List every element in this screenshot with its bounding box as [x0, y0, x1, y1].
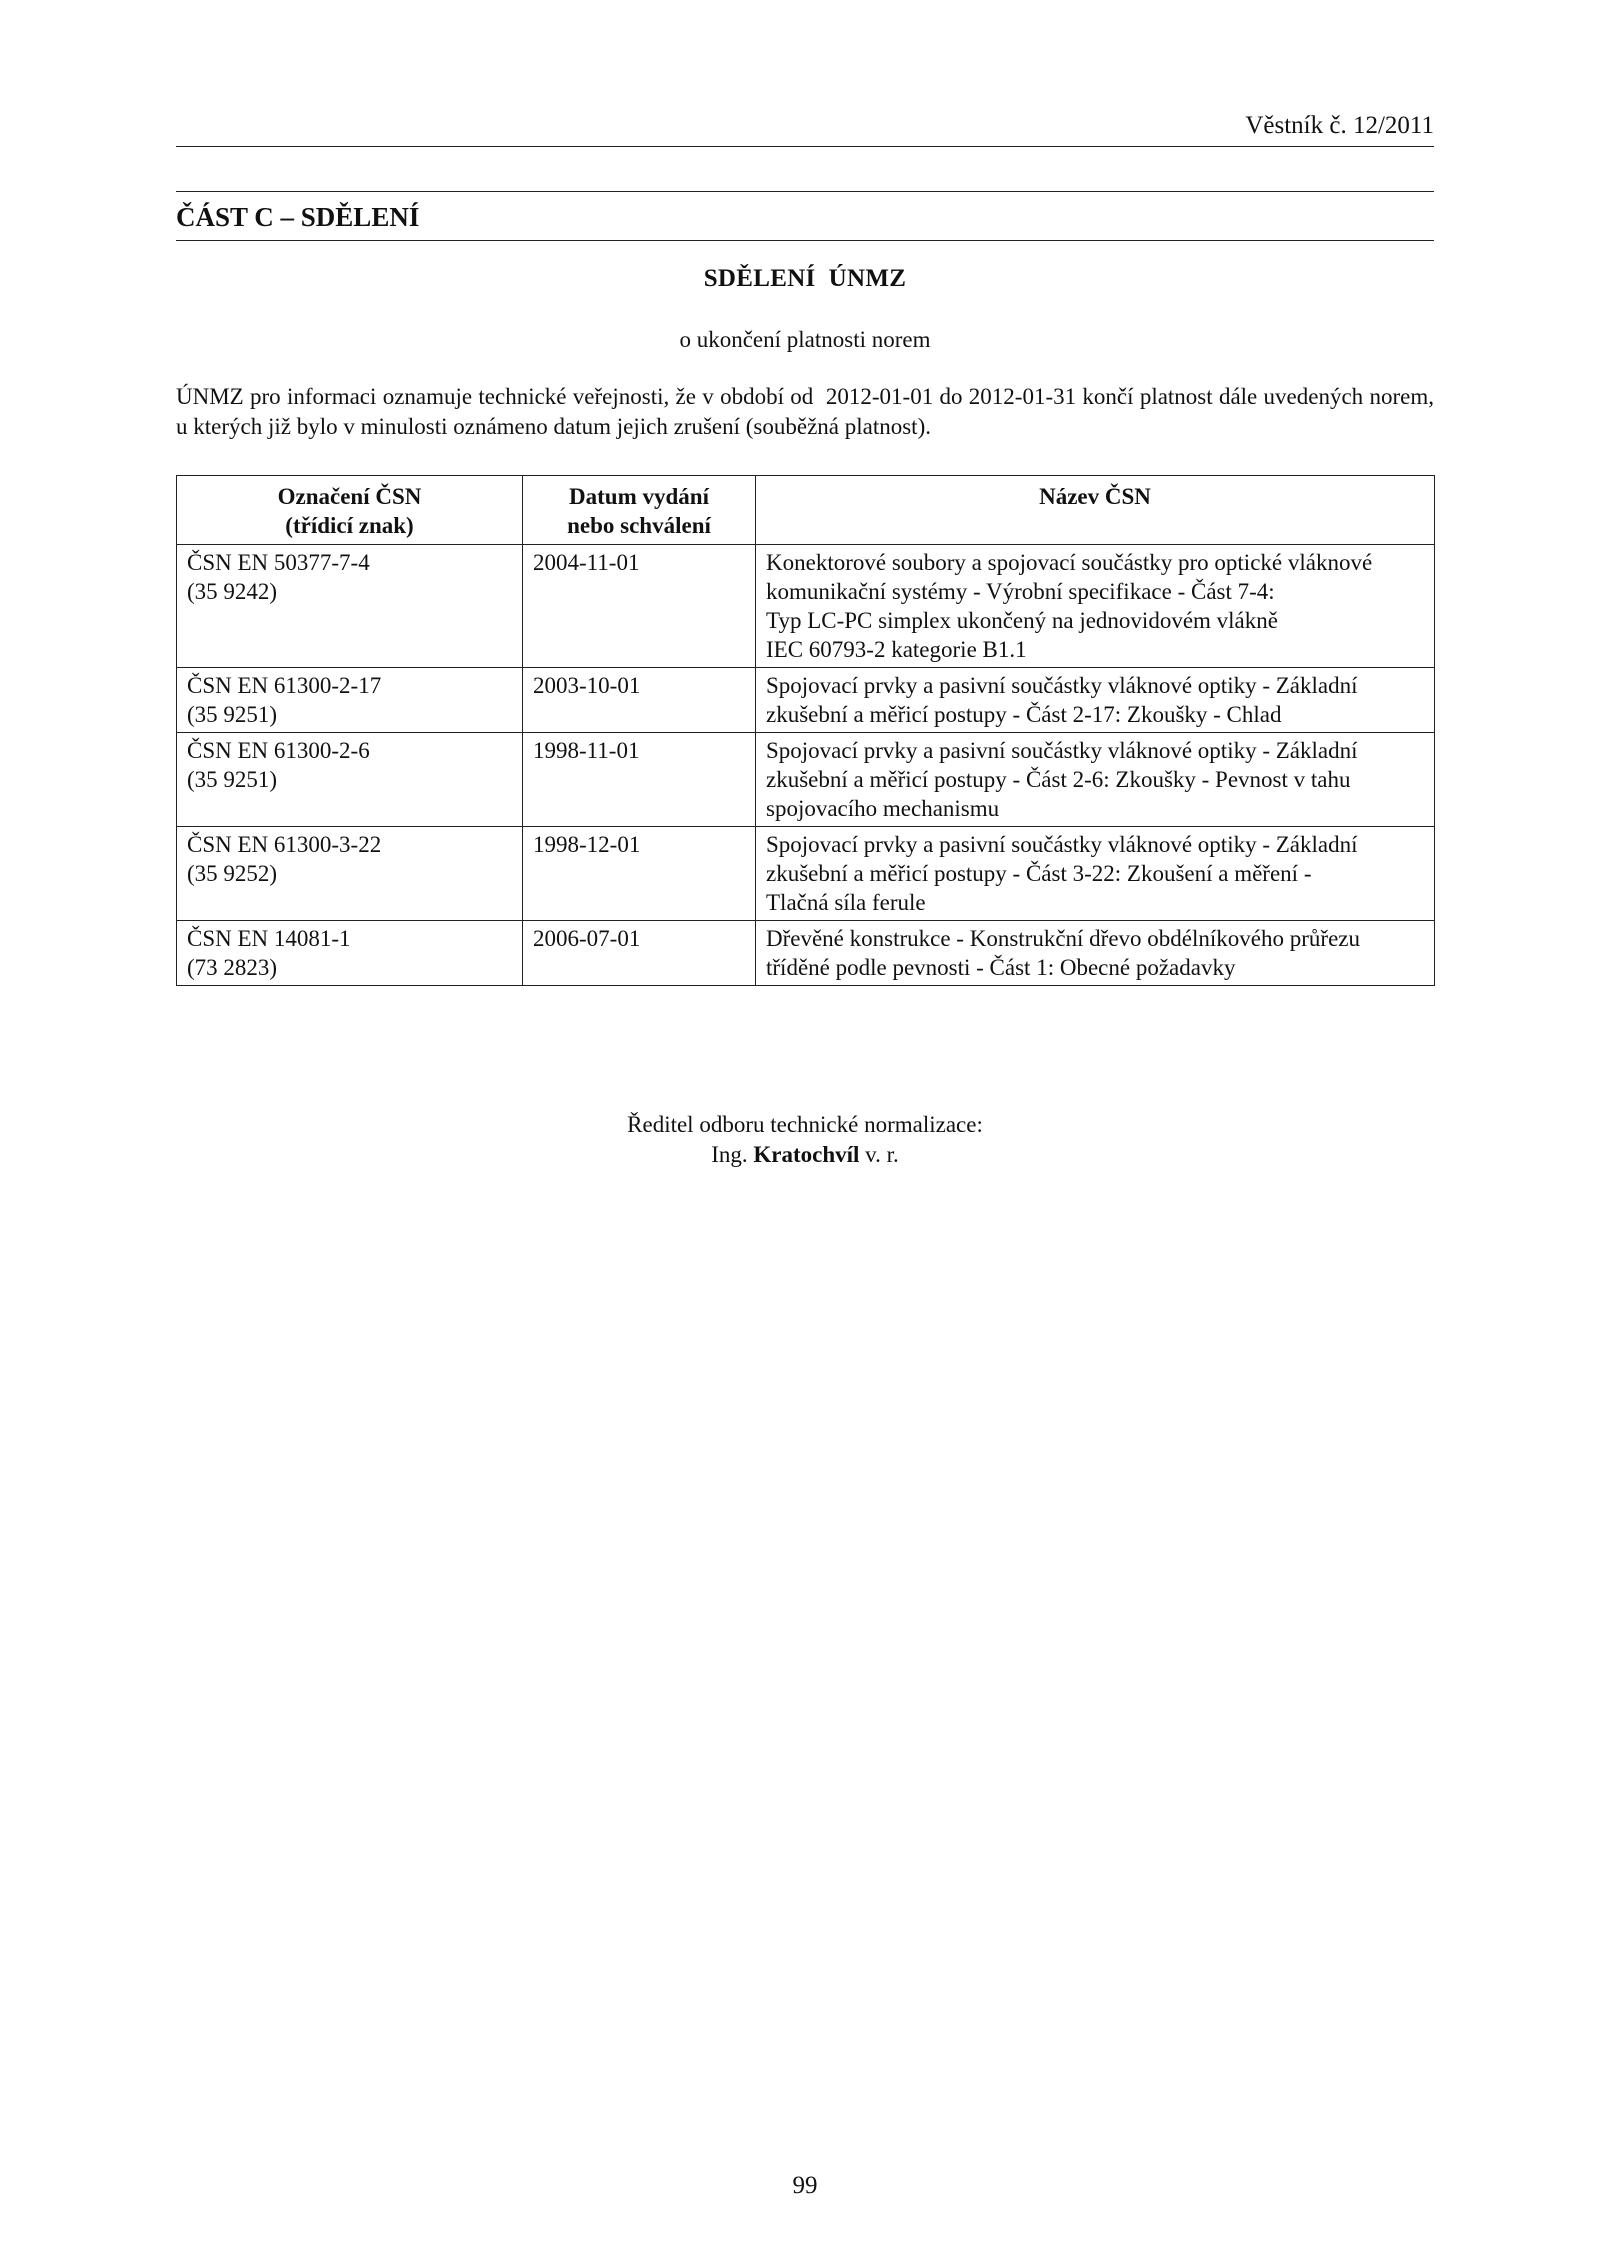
table-row: [177, 668, 1435, 733]
table-row: [177, 733, 1435, 827]
class-code: (35 9242): [187, 579, 278, 604]
standard-code: ČSN EN 61300-2-17: [187, 673, 382, 698]
title-line: zkušební a měřicí postupy - Část 2-6: Zkoušky - Pevnost v tahu: [766, 767, 1351, 792]
cell-date: 2003-10-01: [523, 668, 756, 733]
cell-title: [756, 827, 1435, 921]
cell-date: 2004-11-01: [523, 545, 756, 668]
cell-designation: [177, 921, 523, 986]
cell-designation: [177, 545, 523, 668]
table-row: [177, 827, 1435, 921]
notice-heading: SDĚLENÍ ÚNMZ: [703, 265, 907, 292]
table-row: [177, 921, 1435, 986]
section-rule-top: [176, 191, 1434, 192]
standard-code: ČSN EN 14081-1: [187, 926, 351, 951]
cell-date: 2006-07-01: [523, 921, 756, 986]
cell-date: 1998-12-01: [523, 827, 756, 921]
journal-issue: Věstník č. 12/2011: [1245, 112, 1434, 139]
table-header-row: [177, 476, 1435, 545]
signature-block: [176, 1110, 1434, 1170]
title-line: tříděné podle pevnosti - Část 1: Obecné požadavky: [766, 955, 1236, 980]
cell-title: [756, 733, 1435, 827]
cell-designation: [177, 827, 523, 921]
header-date-line1: Datum vydání: [569, 484, 709, 509]
cell-date: 1998-11-01: [523, 733, 756, 827]
notice-intro: ÚNMZ pro informaci oznamuje technické veřejnosti, že v období od 2012-01-01 do 2012-01-31 končí platnost dále uvedených norem, u kterých již bylo v minulosti oznámeno datum jejich zrušení (souběžná platnost).: [176, 384, 1440, 439]
title-line: Tlačná síla ferule: [766, 890, 926, 915]
class-code: (35 9251): [187, 767, 278, 792]
standard-code: ČSN EN 50377-7-4: [187, 550, 370, 575]
page-number: 99: [792, 2172, 818, 2199]
title-line: Spojovací prvky a pasivní součástky vláknové optiky - Základní: [766, 832, 1358, 857]
header-name: Název ČSN: [756, 476, 1435, 545]
header-designation: [177, 476, 523, 545]
cell-title: [756, 921, 1435, 986]
header-date-line2: nebo schválení: [567, 513, 711, 538]
header-designation-line1: Označení ČSN: [277, 484, 422, 509]
signatory-prefix: Ing.: [711, 1142, 748, 1167]
signatory-name: Kratochvíl: [753, 1142, 860, 1167]
class-code: (35 9251): [187, 702, 278, 727]
title-line: spojovacího mechanismu: [766, 796, 1000, 821]
title-line: Spojovací prvky a pasivní součástky vláknové optiky - Základní: [766, 738, 1358, 763]
cell-title: [756, 668, 1435, 733]
header-rule: [176, 146, 1434, 147]
class-code: (35 9252): [187, 861, 278, 886]
title-line: zkušební a měřicí postupy - Část 2-17: Zkoušky - Chlad: [766, 702, 1282, 727]
signatory-line: [176, 1140, 1434, 1170]
title-line: Typ LC-PC simplex ukončený na jednovidovém vlákně: [766, 608, 1278, 633]
header-date: [523, 476, 756, 545]
section-title: ČÁST C – SDĚLENÍ: [176, 202, 420, 232]
cell-designation: [177, 733, 523, 827]
norms-table: [176, 475, 1435, 986]
title-line: IEC 60793-2 kategorie B1.1: [766, 637, 1027, 662]
header-designation-line2: (třídicí znak): [285, 513, 414, 538]
signatory-suffix: v. r.: [865, 1142, 899, 1167]
section-rule-bottom: [176, 240, 1434, 241]
title-line: Dřevěné konstrukce - Konstrukční dřevo obdélníkového průřezu: [766, 926, 1360, 951]
notice-subheading: o ukončení platnosti norem: [679, 327, 931, 352]
cell-designation: [177, 668, 523, 733]
table-row: [177, 545, 1435, 668]
class-code: (73 2823): [187, 955, 278, 980]
standard-code: ČSN EN 61300-2-6: [187, 738, 370, 763]
title-line: Konektorové soubory a spojovací součástky pro optické vláknové: [766, 550, 1373, 575]
standard-code: ČSN EN 61300-3-22: [187, 832, 382, 857]
cell-title: [756, 545, 1435, 668]
title-line: zkušební a měřicí postupy - Část 3-22: Zkoušení a měření -: [766, 861, 1312, 886]
signatory-role: Ředitel odboru technické normalizace:: [627, 1112, 983, 1137]
title-line: Spojovací prvky a pasivní součástky vláknové optiky - Základní: [766, 673, 1358, 698]
title-line: komunikační systémy - Výrobní specifikace - Část 7-4:: [766, 579, 1275, 604]
